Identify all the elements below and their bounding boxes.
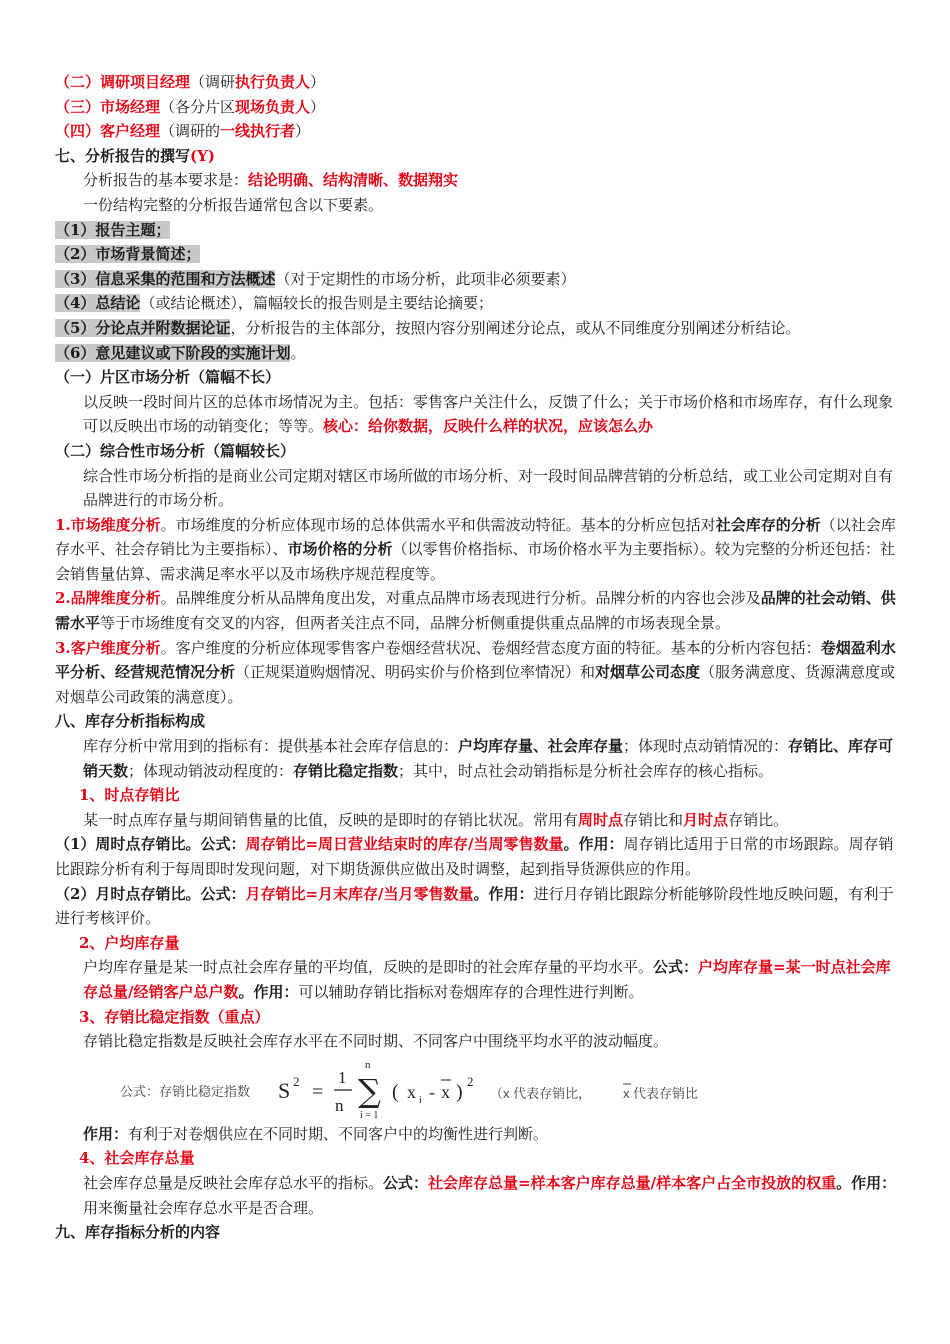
formula-text: 社会库存总量=样本客户库存总量/样本客户占全市投放的权重 (428, 1173, 837, 1192)
text: ；其中，时点社会动销指标是分析社会库存的核心指标。 (398, 761, 774, 780)
indicator-3-usage (55, 1122, 900, 1147)
indicator-2-desc (55, 955, 900, 1004)
bold-text: 存销比稳定指数 (293, 761, 399, 780)
formula-text: 周存销比=周日营业结束时的库存/当周零售数量 (245, 835, 564, 854)
formula-minus: - (429, 1081, 435, 1102)
bold-text: （1）周时点存销比。公式： (55, 835, 246, 854)
formula-num: 1 (338, 1067, 347, 1087)
formula-graphic (120, 1056, 820, 1122)
highlight: （1）报告主题； (55, 220, 171, 239)
bold-text: 品牌的社会动销、供需水平 (55, 589, 896, 633)
role-title: （三）市场经理 (55, 97, 161, 116)
formula-eq: = (312, 1080, 324, 1103)
paragraph-regional (55, 390, 900, 439)
text: 进行月存销比跟踪分析能够阶段性地反映问题，有利于进行考核评价。 (55, 884, 894, 928)
stability-index-formula (55, 1056, 900, 1122)
highlight: （5）分论点并附数据论证 (55, 318, 231, 337)
section-tag: (Y) (190, 146, 215, 165)
text: 分析报告的基本要求是： (83, 171, 249, 190)
subsection-heading-1: （一）片区市场分析（篇幅不长） (55, 368, 281, 387)
report-requirement (55, 168, 900, 193)
text: 有利于对卷烟供应在不同时期、不同客户中的均衡性进行判断。 (128, 1124, 549, 1143)
bold-text: （2）月时点存销比。公式： (55, 884, 246, 903)
role-note: （调研 (190, 73, 236, 91)
formula-exp: 2 (293, 1073, 300, 1089)
text: （对于定期性的市场分析，此项非必须要素） (275, 269, 576, 288)
sum-symbol: ∑ (358, 1071, 381, 1110)
bold-text: 。作用： (563, 835, 624, 854)
report-elements-intro: 一份结构完整的分析报告通常包含以下要素。 (83, 195, 384, 214)
formula-x: x (407, 1081, 416, 1102)
bold-text: 作用： (83, 1124, 129, 1143)
formula-s: S (278, 1077, 291, 1103)
highlight: （6）意见建议或下阶段的实施计划 (55, 343, 291, 362)
element-2 (55, 242, 900, 267)
bold-text: 。作用： (238, 982, 299, 1001)
text: 周存销比适用于日常的市场跟踪。周存销比跟踪分析有利于每周即时发现问题，对下期货源供应做出及时调整，起到指导货源供应的作用。 (55, 835, 894, 878)
inventory-indicators (55, 734, 900, 783)
key-text: 结论明确、结构清晰、数据翔实 (248, 171, 459, 190)
indicator-1-weekly (55, 832, 900, 881)
text: 社会库存总量是反映社会库存总水平的指标。 (83, 1173, 384, 1192)
formula-text: 月存销比=月末库存/当月零售数量 (245, 884, 474, 903)
text: 用来衡量社会库存总水平是否合理。 (83, 1198, 324, 1217)
role-note: （调研的 (160, 122, 221, 141)
role-line-3 (55, 95, 900, 120)
paren-open: ( (392, 1080, 399, 1103)
bold-text: 公式： (383, 1173, 429, 1192)
text: 。客户维度的分析应体现零售客户卷烟经营状况、卷烟经营态度方面的特征。基本的分析内容包括： (160, 638, 821, 657)
text: 存销比。 (728, 810, 789, 829)
bold-text: 市场价格的分析 (287, 540, 393, 559)
text: 某一时点库存量与期间销售量的比值，反映的是即时的存销比状况。常用有 (83, 810, 579, 829)
formula-text: 户均库存量=某一时点社会库存总量/经销客户总户数 (83, 958, 891, 1001)
section-8-heading: 八、库存分析指标构成 (55, 712, 206, 731)
indicator-1-heading: 1、时点存销比 (79, 786, 180, 805)
sum-lower: i = 1 (360, 1109, 379, 1121)
text: （以社会库存水平、社会存销比为主要指标）、 (55, 515, 896, 559)
paragraph-comprehensive: 综合性市场分析指的是商业公司定期对辖区市场所做的市场分析、对一段时间品牌营销的分析总结，或工业公司定期对自有品牌进行的市场分析。 (83, 466, 894, 510)
dimension-title: 2.品牌维度分析 (55, 589, 161, 608)
role-title: （二）调研项目经理 (55, 73, 191, 91)
bold-text: 。作用： (473, 884, 534, 903)
text: 。 (290, 343, 306, 362)
bold-text: 社会库存的分析 (715, 515, 821, 534)
bold-text: 卷烟盈利水平分析、经营规范情况分析 (55, 638, 896, 682)
text: （以零售价格指标、市场价格水平为主要指标）。较为完整的分析还包括：社会销售量估算、需求满足率水平以及市场秩序规范程度等。 (55, 540, 896, 583)
key-text: 核心：给你数据，反映什么样的状况，应该怎么办 (323, 417, 654, 436)
text: （服务满意度、货源满意度或对烟草公司政策的满意度）。 (55, 663, 896, 706)
sum-upper: n (365, 1058, 371, 1071)
formula-label: 公式：存销比稳定指数 (120, 1083, 251, 1099)
formula-den: n (335, 1095, 344, 1115)
formula-note: （x 代表存销比， (490, 1085, 592, 1101)
indicator-1-desc (55, 808, 900, 833)
element-5 (55, 316, 900, 341)
formula-note-end: 代表存销比 (633, 1085, 699, 1101)
key-text: 月时点 (683, 810, 729, 829)
highlight: （3）信息采集的范围和方法概述 (55, 269, 276, 288)
formula-exp2: 2 (467, 1073, 474, 1089)
highlight: （2）市场背景简述； (55, 245, 201, 264)
element-4 (55, 291, 900, 316)
indicator-2-heading: 2、户均库存量 (79, 933, 180, 952)
text: （正规渠道购烟情况、明码实价与价格到位率情况）和 (235, 663, 596, 682)
text: 等于市场维度有交叉的内容，但两者关注点不同，品牌分析侧重提供重点品牌的市场表现全景。 (100, 614, 731, 633)
dimension-title: 3.客户维度分析 (55, 638, 161, 657)
bold-text: 户均库存量、社会库存量 (458, 737, 624, 756)
bold-text: 公式： (653, 958, 699, 977)
indicator-3-desc: 存销比稳定指数是反映社会库存水平在不同时期、不同客户中围绕平均水平的波动幅度。 (83, 1032, 669, 1051)
section-7-heading (55, 144, 900, 169)
role-title: （四）客户经理 (55, 122, 161, 141)
formula-sub: i (419, 1094, 422, 1106)
indicator-1-monthly (55, 882, 900, 931)
text: 库存分析中常用到的指标有：提供基本社会库存信息的： (83, 737, 459, 756)
role-key: 一线执行者 (220, 122, 296, 141)
subsection-heading-2: （二）综合性市场分析（篇幅较长） (55, 441, 296, 460)
dimension-market (55, 513, 900, 587)
text: 以反映一段时间片区的总体市场情况为主。包括：零售客户关注什么，反馈了什么；关于市场价格和市场库存，有什么现象可以反映出市场的动销变化；等等。 (83, 392, 894, 436)
formula-note-x: x (623, 1085, 630, 1101)
role-line-4 (55, 119, 900, 144)
document-page (55, 70, 900, 1245)
indicator-4-desc (55, 1171, 900, 1220)
paren-close: ) (456, 1080, 463, 1103)
role-note-end: ） (295, 122, 311, 141)
text: 。品牌维度分析从品牌角度出发，对重点品牌市场表现进行分析。品牌分析的内容也会涉及 (160, 589, 761, 608)
role-key: 执行负责人 (235, 73, 311, 91)
text: 。市场维度的分析应体现市场的总体供需水平和供需波动特征。基本的分析应包括对 (160, 515, 716, 534)
element-6 (55, 341, 900, 366)
text: 可以辅助存销比指标对卷烟库存的合理性进行判断。 (298, 982, 644, 1001)
element-1 (55, 218, 900, 243)
section-9-heading: 九、库存指标分析的内容 (55, 1223, 221, 1242)
role-line-2 (55, 70, 900, 95)
section-title: 七、分析报告的撰写 (55, 146, 191, 165)
indicator-3-heading: 3、存销比稳定指数（重点） (79, 1007, 270, 1026)
dimension-customer (55, 636, 900, 710)
indicator-4-heading: 4、社会库存总量 (79, 1149, 195, 1168)
bold-text: 。作用： (836, 1173, 897, 1192)
text: 户均库存量是某一时点社会库存量的平均值，反映的是即时的社会库存量的平均水平。 (83, 958, 654, 977)
text: ；体现动销波动程度的： (128, 761, 294, 780)
formula-xbar: x (441, 1081, 450, 1102)
role-note-end: ） (310, 97, 326, 116)
role-note: （各分片区 (160, 97, 236, 116)
bold-text: 存销比、库存可销天数 (83, 737, 894, 780)
dimension-brand (55, 586, 900, 635)
text: ，分析报告的主体部分，按照内容分别阐述分论点，或从不同维度分别阐述分析结论。 (230, 318, 801, 337)
text: ；体现时点动销情况的： (623, 737, 789, 756)
element-3 (55, 267, 900, 292)
role-note-end: ） (310, 73, 326, 91)
key-text: 周时点 (578, 810, 624, 829)
text: （或结论概述），篇幅较长的报告则是主要结论摘要； (140, 294, 493, 313)
role-key: 现场负责人 (235, 97, 311, 116)
text: 存销比和 (623, 810, 684, 829)
highlight: （4）总结论 (55, 294, 141, 313)
bold-text: 对烟草公司态度 (595, 663, 701, 682)
dimension-title: 1.市场维度分析 (55, 515, 161, 534)
